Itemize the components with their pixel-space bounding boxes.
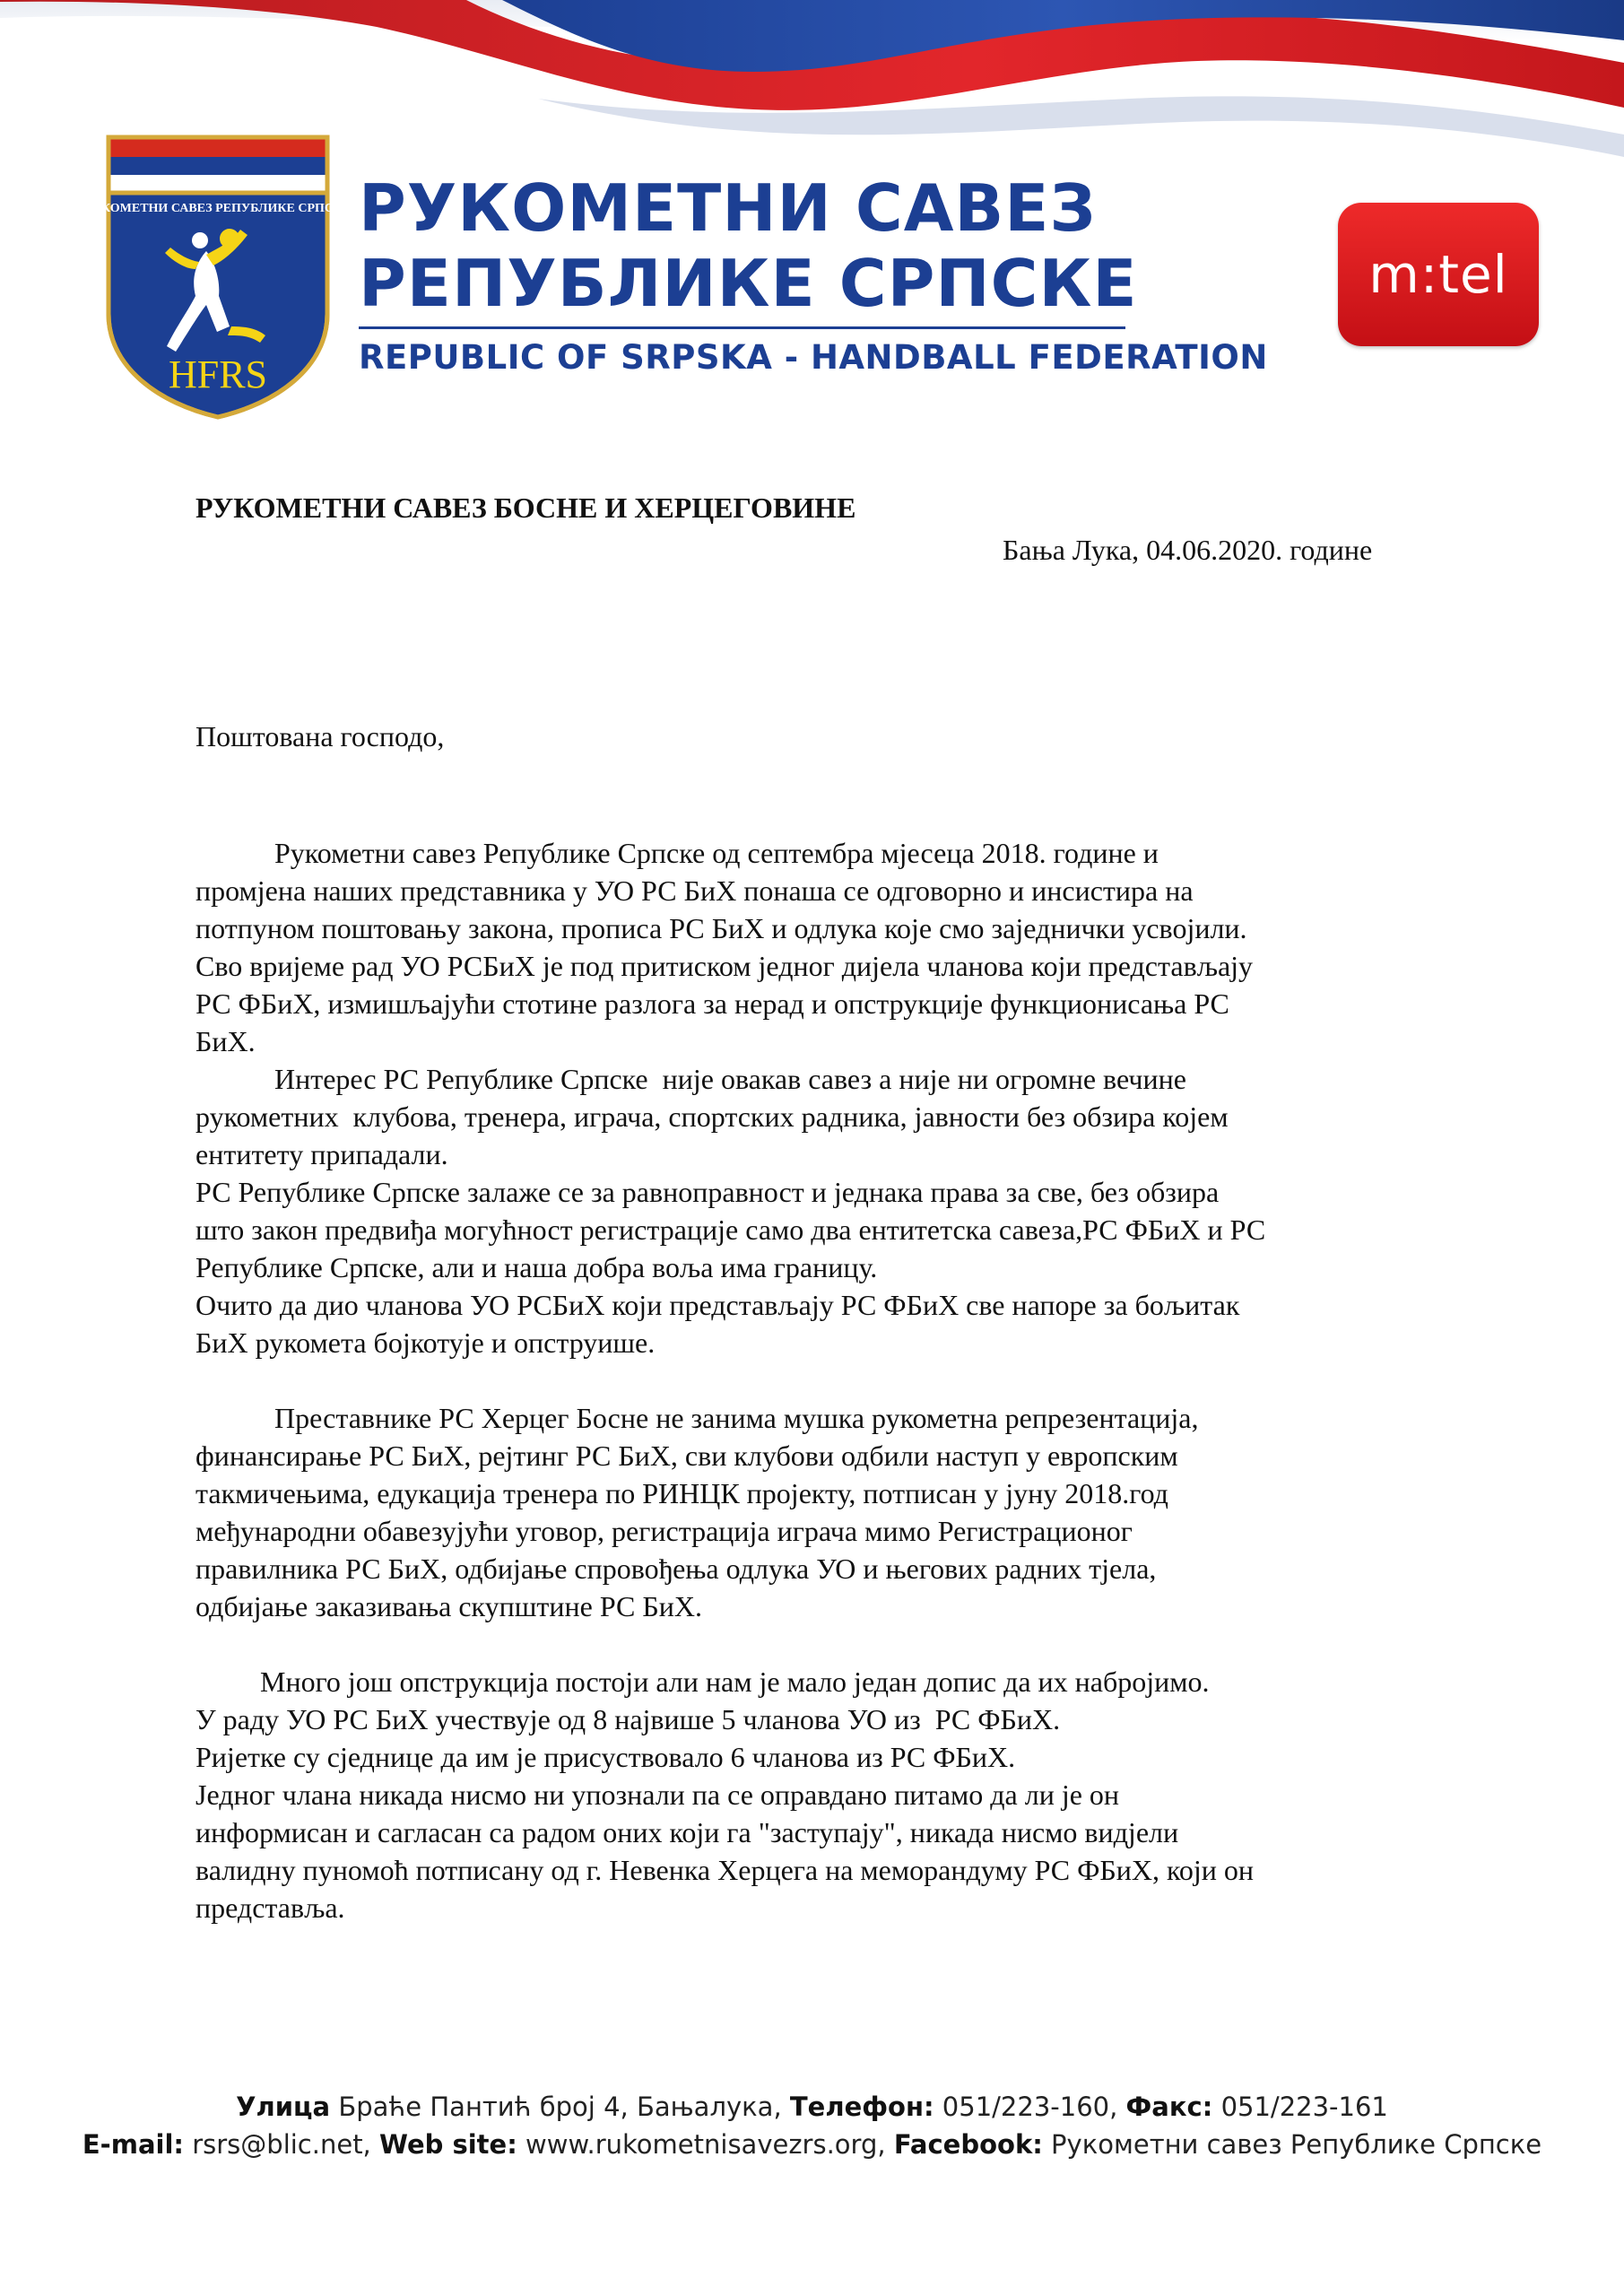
body-line: Интерес РС Републике Српске није овакав савез а није ни огромне вечине — [195, 1063, 1186, 1095]
salutation: Поштована господо, — [195, 720, 445, 752]
footer-phone-value: 051/223-160, — [934, 2092, 1126, 2122]
body-line: што закон предвиђа могућност регистрације само два ентитетска савеза,РС ФБиХ и РС — [195, 1213, 1266, 1246]
footer-contact-line — [0, 2126, 1624, 2163]
footer — [0, 2088, 1624, 2163]
body-line: Рукометни савез Републике Српске од септембра мјесеца 2018. године и — [195, 837, 1159, 869]
footer-street-value: Браће Пантић број 4, Бањалука, — [330, 2092, 790, 2122]
logo-arc-text: РУКОМЕТНИ САВЕЗ РЕПУБЛИКЕ СРПСКЕ — [84, 202, 352, 215]
body-line: представља. — [195, 1892, 345, 1924]
org-divider — [359, 326, 1125, 329]
footer-facebook-label: Facebook: — [893, 2129, 1043, 2160]
org-name-line1: РУКОМЕТНИ САВЕЗ — [359, 170, 1097, 246]
hfrs-shield-logo — [84, 135, 352, 420]
footer-address-line — [0, 2088, 1624, 2126]
body-line: БиХ. — [195, 1025, 256, 1057]
body-line: рукометних клубова, тренера, играча, спортских радника, јавности без обзира којем — [195, 1100, 1229, 1133]
body-line: промјена наших представника у УО РС БиХ понаша се одговорно и инсистира на — [195, 874, 1194, 907]
body-line: правилника РС БиХ, одбијање спровођења одлука УО и његових радних тјела, — [195, 1552, 1157, 1585]
body-line: Много још опструкција постоји али нам је мало један допис да их набројимо. — [195, 1665, 1210, 1698]
body-line: РС ФБиХ, измишљајући стотине разлога за нерад и опструкције функционисања РС — [195, 987, 1229, 1020]
paragraph-gap — [195, 1625, 1451, 1663]
body-line: У раду УО РС БиХ учествује од 8 највише 5 чланова УО из РС ФБиХ. — [195, 1703, 1061, 1735]
body-line: потпуном поштовању закона, прописа РС БиХ и одлука које смо заједнички усвојили. — [195, 912, 1247, 944]
footer-web-label: Web site: — [379, 2129, 517, 2160]
body-line: информисан и сагласан са радом оних који га "заступају", никада нисмо видјели — [195, 1816, 1179, 1848]
body-line: одбијање заказивања скупштине РС БиХ. — [195, 1590, 702, 1622]
org-name-line2: РЕПУБЛИКЕ СРПСКЕ — [359, 246, 1138, 321]
letter-date: Бања Лука, 04.06.2020. године — [1003, 534, 1373, 566]
footer-fax-label: Факс: — [1125, 2092, 1213, 2122]
logo-abbr: HFRS — [168, 352, 268, 396]
body-line: такмичењима, едукација тренера по РИНЦК пројекту, потписан у јуну 2018.год — [195, 1477, 1168, 1509]
body-line: Сво вријеме рад УО РСБиХ је под притиском једног дијела чланова који представљају — [195, 950, 1254, 982]
footer-email-link[interactable]: rsrs@blic.net, — [184, 2129, 379, 2160]
footer-facebook-link[interactable]: Рукометни савез Републике Српске — [1042, 2129, 1542, 2160]
body-line: Једног члана никада нисмо ни упознали па се оправдано питамо да ли је он — [195, 1779, 1120, 1811]
body-line: ентитету припадали. — [195, 1138, 448, 1170]
footer-website-link[interactable]: www.rukometnisavezrs.org, — [517, 2129, 894, 2160]
mtel-sponsor-logo: m:tel — [1338, 203, 1539, 346]
body-line: Преставнике РС Херцег Босне не занима мушка рукометна репрезентација, — [195, 1402, 1199, 1434]
body-line: финансирање РС БиХ, рејтинг РС БиХ, сви клубови одбили наступ у европским — [195, 1439, 1178, 1472]
recipient-heading: РУКОМЕТНИ САВЕЗ БОСНЕ И ХЕРЦЕГОВИНЕ — [195, 491, 856, 524]
footer-street-label: Улица — [236, 2092, 331, 2122]
org-title-block — [359, 170, 1268, 377]
letter-body — [195, 834, 1451, 1926]
footer-fax-value: 051/223-161 — [1212, 2092, 1388, 2122]
paragraph-gap — [195, 1361, 1451, 1399]
body-line: валидну пуномоћ потписану од г. Невенка Херцега на меморандуму РС ФБиХ, који он — [195, 1854, 1255, 1886]
org-name-english: REPUBLIC OF SRPSKA - HANDBALL FEDERATION — [359, 338, 1268, 377]
body-line: БиХ рукомета бојкотује и опструише. — [195, 1326, 656, 1359]
body-line: Републике Српске, али и наша добра воља има границу. — [195, 1251, 878, 1283]
body-line: РС Републике Српске залаже се за равноправност и једнака права за све, без обзира — [195, 1176, 1220, 1208]
footer-email-label: E-mail: — [82, 2129, 184, 2160]
body-line: међународни обавезујући уговор, регистрација играча мимо Регистрационог — [195, 1515, 1133, 1547]
body-line: Очито да дио чланова УО РСБиХ који представљају РС ФБиХ све напоре за бољитак — [195, 1289, 1240, 1321]
body-line: Ријетке су сједнице да им је присуствовало 6 чланова из РС ФБиХ. — [195, 1741, 1016, 1773]
footer-phone-label: Телефон: — [789, 2092, 934, 2122]
